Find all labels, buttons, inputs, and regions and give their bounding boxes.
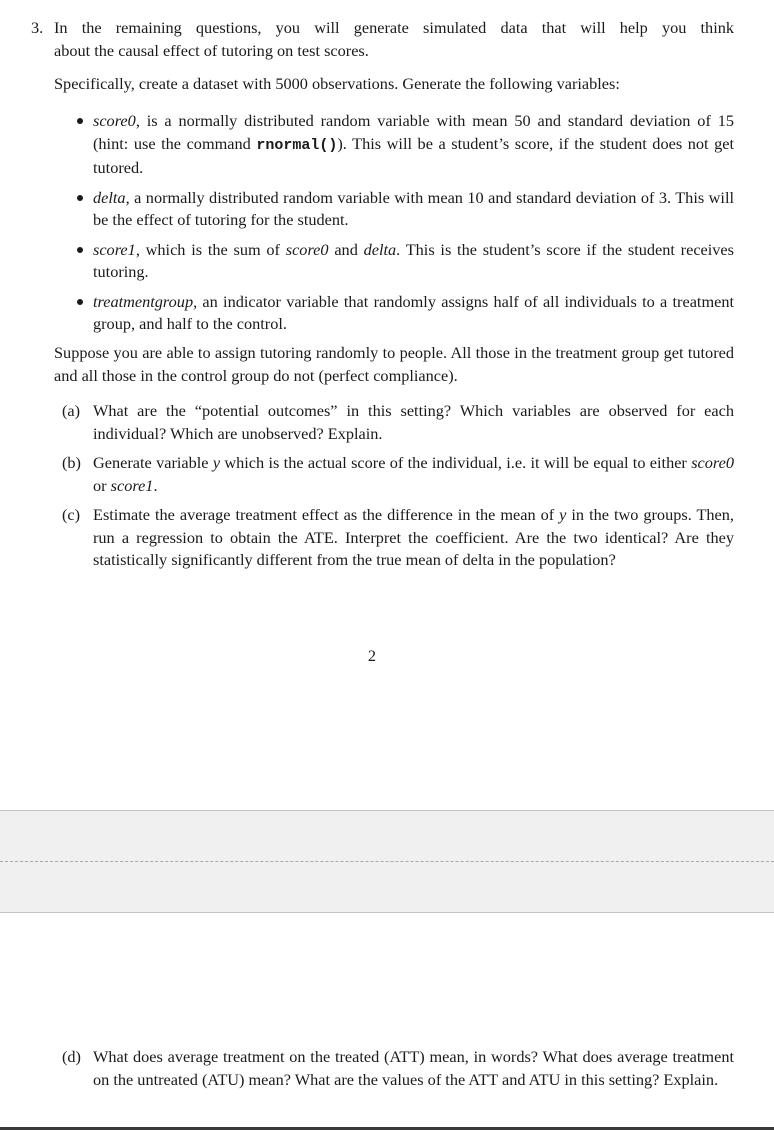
part-text: What are the “potential outcomes” in this setting? Which variables are observed for each individual? Which are unobserved? Explain. <box>93 401 734 443</box>
intro-line-2: about the causal effect of tutoring on test scores. <box>54 40 369 60</box>
suppose-paragraph: Suppose you are able to assign tutoring randomly to people. All those in the treatment group get tutored and all those in the control group do not (perfect compliance). <box>54 343 734 385</box>
variable-text: and <box>328 239 364 259</box>
document-page-2 <box>0 913 774 1127</box>
variable-text: , a normally distributed random variable with mean 10 and standard deviation of 3. This will be the effect of tutoring for the student. <box>93 187 734 229</box>
math-variable: y <box>212 453 221 472</box>
code-snippet: rnormal() <box>256 136 338 154</box>
page-number: 2 <box>367 646 377 665</box>
variable-description <box>93 291 734 336</box>
part-text-segment: which is the actual score of the individual, i.e. it will be equal to either <box>220 453 692 472</box>
specifically-text: Specifically, create a dataset with 5000 observations. Generate the following variables: <box>54 74 620 93</box>
variable-name: treatmentgroup <box>93 291 194 311</box>
bullet-icon <box>77 118 83 124</box>
variables-list <box>77 110 734 343</box>
variable-text: ). This will be a student’s score, if the student does not get tutored. <box>93 133 734 177</box>
part-text-segment: or <box>93 475 111 495</box>
part-a <box>62 400 734 445</box>
part-text-segment: Estimate the average treatment effect as the difference in the mean of <box>93 505 560 524</box>
variable-text: , is a normally distributed random variable with mean 50 and standard deviation of 15 (hint: use the command <box>93 111 734 153</box>
part-text <box>93 504 734 572</box>
variable-reference: score0 <box>285 239 329 259</box>
part-label: (a) <box>62 401 81 420</box>
variable-item-score0 <box>77 110 734 180</box>
variable-name: delta <box>93 187 126 207</box>
question-number: 3. <box>31 18 44 37</box>
part-label: (b) <box>62 453 81 472</box>
page-break-dashed-line <box>0 861 774 862</box>
part-text <box>93 452 734 497</box>
bullet-icon <box>77 195 83 201</box>
math-variable: y <box>559 505 567 524</box>
variable-reference: delta <box>363 239 397 259</box>
variable-reference: score1 <box>110 475 154 495</box>
variable-description <box>93 239 734 284</box>
variable-item-score1 <box>77 239 734 284</box>
question-intro <box>54 17 734 62</box>
page-break-gap <box>0 810 774 913</box>
part-text-segment: in the two groups. Then, run a regression to obtain the ATE. Interpret the coefficient. Are the two identical? Are they statistically significantly different from the true mean of delta in the population? <box>93 505 734 569</box>
bullet-icon <box>77 247 83 253</box>
part-text-segment: Generate variable <box>93 453 213 472</box>
part-label: (c) <box>62 505 81 524</box>
variable-text: . This is the student’s score if the student receives tutoring. <box>93 239 734 281</box>
part-text-segment: . <box>153 475 158 495</box>
variable-item-treatmentgroup <box>77 291 734 336</box>
variable-reference: score0 <box>691 453 734 472</box>
part-text: What does average treatment on the treated (ATT) mean, in words? What does average treatment on the untreated (ATU) mean? What are the values of the ATT and ATU in this setting? Explain. <box>93 1047 734 1089</box>
part-c <box>62 504 734 572</box>
part-label: (d) <box>62 1047 81 1066</box>
specifically-paragraph <box>54 73 734 96</box>
variable-text: , an indicator variable that randomly assigns half of all individuals to a treatment group, and half to the control. <box>93 291 734 333</box>
part-d <box>62 1046 734 1091</box>
variable-text: , which is the sum of <box>135 239 286 259</box>
variable-description <box>93 110 734 180</box>
variable-name: score1 <box>93 239 136 259</box>
intro-line-1: In the remaining questions, you will generate simulated data that will help you think <box>54 18 734 37</box>
part-b <box>62 452 734 497</box>
bullet-icon <box>77 299 83 305</box>
variable-description <box>93 187 734 232</box>
variable-item-delta <box>77 187 734 232</box>
question-parts-list <box>62 400 734 579</box>
variable-name: score0 <box>93 111 136 130</box>
question-parts-list-continued <box>62 1046 734 1098</box>
